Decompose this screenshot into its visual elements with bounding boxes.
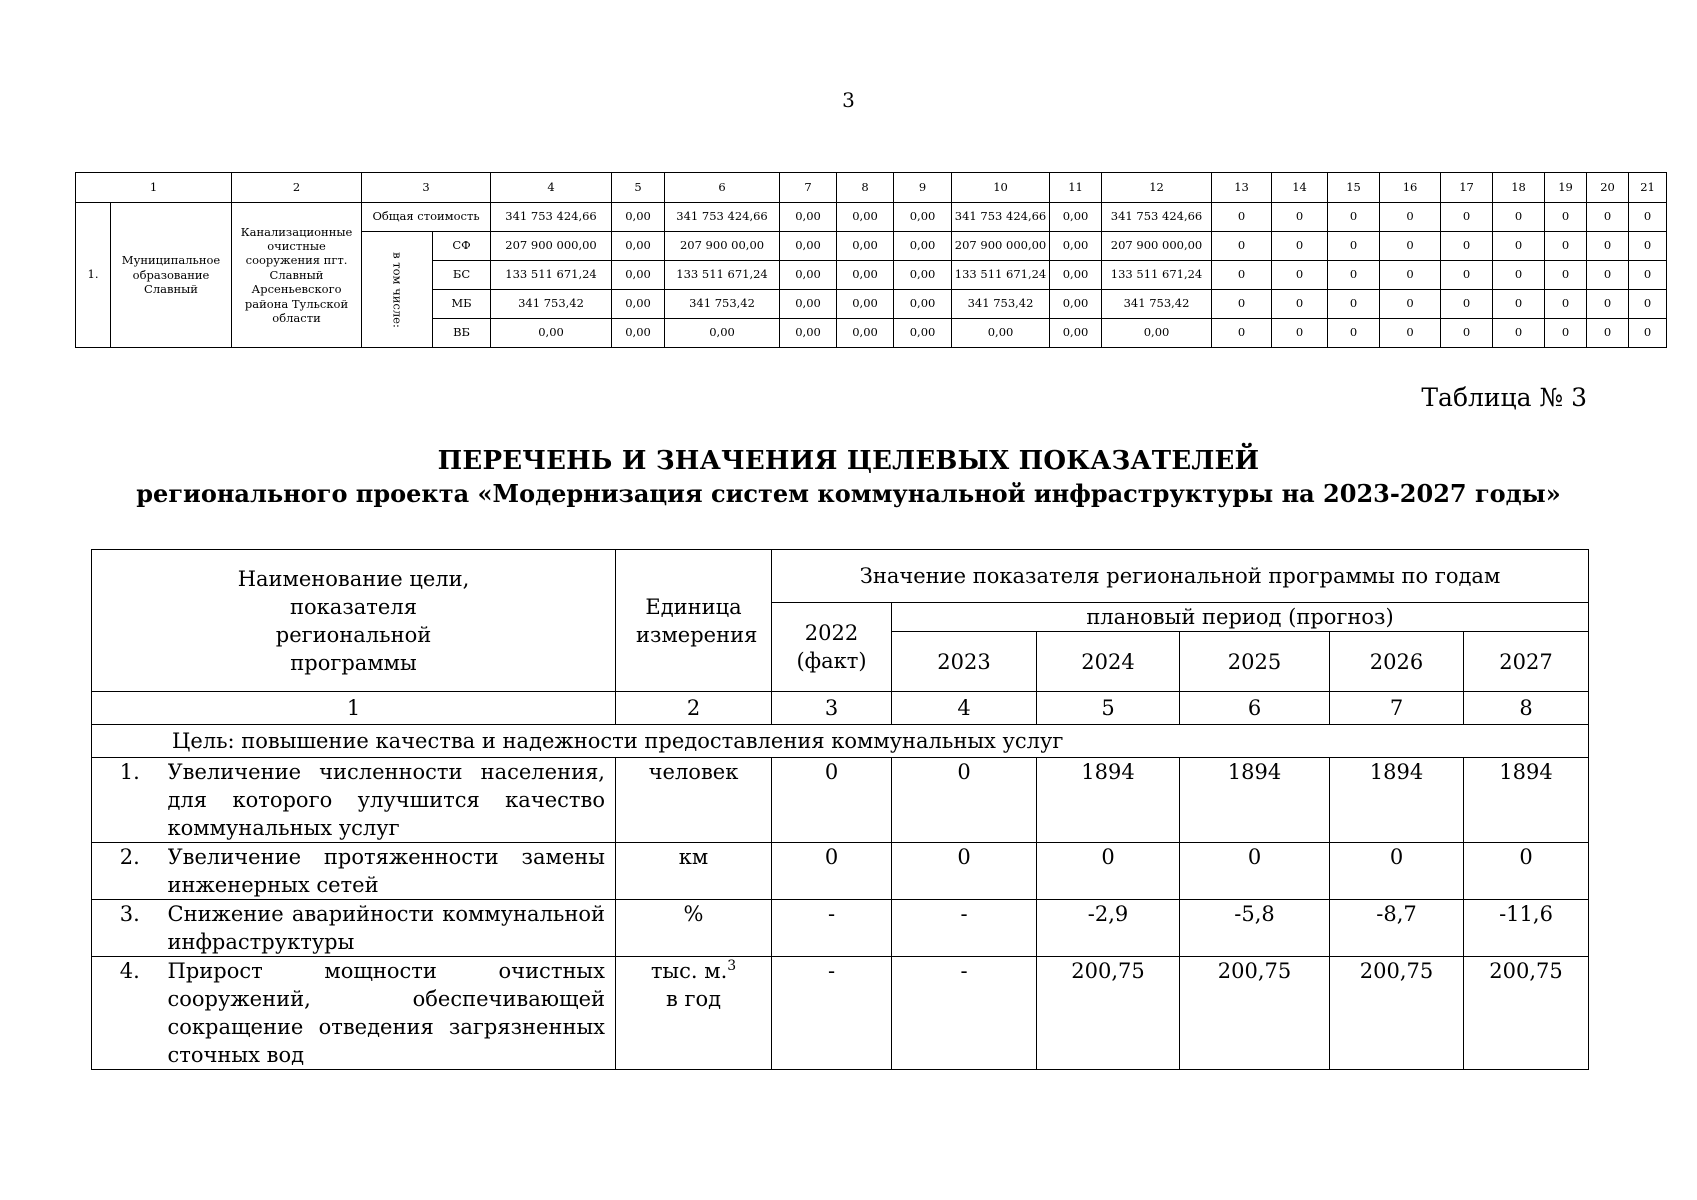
finance-value-cell: 0 [1493,261,1545,290]
finance-header-cell: 5 [612,173,665,203]
indicator-name: Увеличение численности населения, для которого улучшится качество коммунальных услуг [168,758,616,843]
finance-including-text: в том числе: [390,251,405,328]
finance-value-cell: 0 [1212,232,1272,261]
finance-value-cell: 0,00 [837,290,894,319]
finance-value-cell: 207 900 000,00 [491,232,612,261]
indicator-unit [616,758,772,843]
finance-value-cell: 0 [1441,319,1493,348]
indicator-unit-text: человек [648,760,739,784]
indicators-table [91,549,1589,1070]
finance-source-label: МБ [433,290,491,319]
finance-row-index: 1. [76,203,111,348]
finance-header-cell: 16 [1380,173,1441,203]
header-unit: Единица измерения [616,550,772,692]
finance-header-cell: 6 [665,173,780,203]
indicator-value: 200,75 [1037,957,1180,1070]
indicator-name: Снижение аварийности коммунальной инфраструктуры [168,900,616,957]
indicator-value: 1894 [1037,758,1180,843]
finance-value-cell: 0 [1441,232,1493,261]
finance-value-cell: 0 [1545,261,1587,290]
finance-value-cell: 0,00 [894,290,952,319]
finance-header-cell: 8 [837,173,894,203]
goal-row: Цель: повышение качества и надежности предоставления коммунальных услуг [92,725,1589,758]
finance-value-cell: 0,00 [612,203,665,232]
indicator-number: 4. [92,957,168,1070]
finance-value-cell: 0 [1545,232,1587,261]
finance-value-cell: 0,00 [665,319,780,348]
finance-header-cell: 19 [1545,173,1587,203]
finance-value-cell: 0 [1629,261,1667,290]
finance-value-cell: 0 [1545,203,1587,232]
document-subtitle: регионального проекта «Модернизация систем коммунальной инфраструктуры на 2023-2027 годы» [136,479,1561,508]
table-caption: Таблица № 3 [1421,383,1587,412]
finance-value-cell: 341 753 424,66 [1102,203,1212,232]
indicator-value: 0 [1330,843,1464,900]
finance-value-cell: 0 [1441,290,1493,319]
finance-header-cell: 12 [1102,173,1212,203]
finance-header-cell: 15 [1328,173,1380,203]
finance-header-cell: 1 [76,173,232,203]
finance-value-cell: 0 [1272,232,1328,261]
finance-value-cell: 0 [1493,319,1545,348]
finance-value-cell: 0 [1629,290,1667,319]
indicator-value: 1894 [1330,758,1464,843]
indicator-value: -11,6 [1464,900,1589,957]
finance-header-cell: 4 [491,173,612,203]
indicator-unit-superscript: 3 [727,958,737,974]
page-number: 3 [842,88,855,112]
finance-value-cell: 0 [1328,232,1380,261]
finance-value-cell: 0,00 [1050,319,1102,348]
finance-value-cell: 0,00 [780,319,837,348]
finance-header-cell: 2 [232,173,362,203]
finance-municipality: Муниципальное образование Славный [111,203,232,348]
finance-value-cell: 0 [1629,319,1667,348]
finance-value-cell: 0,00 [894,203,952,232]
indicator-value: -8,7 [1330,900,1464,957]
indicator-unit [616,900,772,957]
finance-value-cell: 0 [1493,203,1545,232]
finance-value-cell: 341 753 424,66 [491,203,612,232]
finance-value-cell: 0 [1328,290,1380,319]
finance-value-cell: 0 [1328,319,1380,348]
finance-value-cell: 0,00 [894,232,952,261]
indicator-value: 0 [772,758,892,843]
finance-value-cell: 0 [1545,290,1587,319]
finance-value-cell: 0 [1587,203,1629,232]
finance-value-cell: 0,00 [1102,319,1212,348]
finance-header-cell: 7 [780,173,837,203]
finance-value-cell: 0 [1441,203,1493,232]
finance-value-cell: 0 [1380,261,1441,290]
indicator-unit [616,843,772,900]
finance-value-cell: 0,00 [780,203,837,232]
indicator-value: 0 [1180,843,1330,900]
finance-value-cell: 0 [1587,319,1629,348]
finance-total-label: Общая стоимость [362,203,491,232]
finance-value-cell: 0,00 [837,261,894,290]
finance-value-cell: 0 [1212,203,1272,232]
finance-header-cell: 3 [362,173,491,203]
finance-value-cell: 0 [1545,319,1587,348]
finance-value-cell: 341 753,42 [952,290,1050,319]
finance-source-label: БС [433,261,491,290]
indicator-value: -2,9 [1037,900,1180,957]
finance-value-cell: 0,00 [837,319,894,348]
finance-value-cell: 0 [1272,261,1328,290]
finance-value-cell: 0 [1212,319,1272,348]
indicator-value: -5,8 [1180,900,1330,957]
finance-value-cell: 0 [1272,203,1328,232]
indicator-name: Увеличение протяженности замены инженерных сетей [168,843,616,900]
header-year: 2027 [1464,632,1589,692]
finance-value-cell: 0 [1272,319,1328,348]
finance-value-cell: 0,00 [491,319,612,348]
finance-value-cell: 0 [1380,319,1441,348]
finance-value-cell: 0,00 [952,319,1050,348]
finance-header-cell: 18 [1493,173,1545,203]
column-index-cell: 6 [1180,692,1330,725]
header-year: 2026 [1330,632,1464,692]
finance-value-cell: 0 [1587,261,1629,290]
header-fact: 2022 (факт) [772,603,892,692]
finance-value-cell: 0,00 [612,319,665,348]
finance-value-cell: 0,00 [612,261,665,290]
finance-value-cell: 341 753,42 [665,290,780,319]
finance-value-cell: 0,00 [612,290,665,319]
indicator-value: 0 [892,843,1037,900]
finance-value-cell: 0,00 [780,232,837,261]
finance-value-cell: 0,00 [894,261,952,290]
finance-value-cell: 0,00 [837,203,894,232]
indicator-value: 0 [1037,843,1180,900]
finance-value-cell: 207 900 000,00 [952,232,1050,261]
indicator-value: 200,75 [1330,957,1464,1070]
document-title: ПЕРЕЧЕНЬ И ЗНАЧЕНИЯ ЦЕЛЕВЫХ ПОКАЗАТЕЛЕЙ [437,446,1260,476]
finance-value-cell: 0,00 [1050,203,1102,232]
finance-value-cell: 0 [1441,261,1493,290]
finance-header-cell: 10 [952,173,1050,203]
finance-header-cell: 21 [1629,173,1667,203]
finance-value-cell: 0 [1212,290,1272,319]
indicator-value: 0 [772,843,892,900]
finance-value-cell: 0 [1629,203,1667,232]
finance-value-cell: 133 511 671,24 [1102,261,1212,290]
indicator-value: - [892,900,1037,957]
column-index-cell: 8 [1464,692,1589,725]
header-plan: плановый период (прогноз) [892,603,1589,632]
finance-value-cell: 133 511 671,24 [665,261,780,290]
column-index-cell: 4 [892,692,1037,725]
finance-header-cell: 17 [1441,173,1493,203]
indicator-value: - [772,957,892,1070]
indicator-unit [616,957,772,1070]
finance-value-cell: 341 753,42 [1102,290,1212,319]
finance-value-cell: 0,00 [780,290,837,319]
finance-value-cell: 0 [1272,290,1328,319]
finance-value-cell: 341 753,42 [491,290,612,319]
finance-value-cell: 341 753 424,66 [952,203,1050,232]
finance-object: Канализационные очистные сооружения пгт. Славный Арсеньевского района Тульской области [232,203,362,348]
indicator-name: Прирост мощности очистных сооружений, обеспечивающей сокращение отведения загрязненных сточных вод [168,957,616,1070]
column-index-cell: 7 [1330,692,1464,725]
finance-value-cell: 0 [1380,232,1441,261]
header-year: 2024 [1037,632,1180,692]
finance-value-cell: 0,00 [1050,232,1102,261]
finance-value-cell: 0 [1328,203,1380,232]
finance-value-cell: 0 [1629,232,1667,261]
indicator-number: 3. [92,900,168,957]
finance-value-cell: 0 [1380,203,1441,232]
column-index-cell: 3 [772,692,892,725]
finance-value-cell: 0,00 [1050,261,1102,290]
finance-value-cell: 0,00 [894,319,952,348]
finance-value-cell: 0 [1380,290,1441,319]
finance-value-cell: 0 [1587,232,1629,261]
finance-header-cell: 9 [894,173,952,203]
finance-value-cell: 0,00 [1050,290,1102,319]
finance-source-label: ВБ [433,319,491,348]
column-index-cell: 5 [1037,692,1180,725]
finance-value-cell: 341 753 424,66 [665,203,780,232]
indicator-unit-text: тыс. м. [650,959,728,983]
header-name: Наименование цели, показателя региональной программы [92,550,616,692]
indicator-number: 1. [92,758,168,843]
finance-value-cell: 133 511 671,24 [952,261,1050,290]
indicator-value: 200,75 [1464,957,1589,1070]
indicator-value: 1894 [1464,758,1589,843]
indicator-value: 0 [892,758,1037,843]
finance-source-label: СФ [433,232,491,261]
finance-value-cell: 0,00 [837,232,894,261]
indicator-value: 200,75 [1180,957,1330,1070]
finance-value-cell: 0 [1587,290,1629,319]
indicator-value: - [772,900,892,957]
finance-header-cell: 13 [1212,173,1272,203]
indicator-unit-text: км [678,845,709,869]
column-index-cell: 1 [92,692,616,725]
header-year: 2025 [1180,632,1330,692]
header-values: Значение показателя региональной программы по годам [772,550,1589,603]
finance-value-cell: 0,00 [780,261,837,290]
finance-value-cell: 0,00 [612,232,665,261]
column-index-cell: 2 [616,692,772,725]
finance-table [75,172,1667,348]
finance-including-label [362,232,433,348]
finance-value-cell: 0 [1493,232,1545,261]
finance-value-cell: 207 900 000,00 [1102,232,1212,261]
finance-value-cell: 133 511 671,24 [491,261,612,290]
header-year: 2023 [892,632,1037,692]
indicator-unit-line2: в год [665,987,722,1011]
finance-header-cell: 11 [1050,173,1102,203]
finance-header-cell: 14 [1272,173,1328,203]
finance-value-cell: 0 [1212,261,1272,290]
indicator-number: 2. [92,843,168,900]
indicator-value: 1894 [1180,758,1330,843]
finance-value-cell: 0 [1493,290,1545,319]
indicator-value: - [892,957,1037,1070]
indicator-value: 0 [1464,843,1589,900]
finance-value-cell: 0 [1328,261,1380,290]
indicator-unit-text: % [683,902,704,926]
finance-header-cell: 20 [1587,173,1629,203]
finance-value-cell: 207 900 00,00 [665,232,780,261]
